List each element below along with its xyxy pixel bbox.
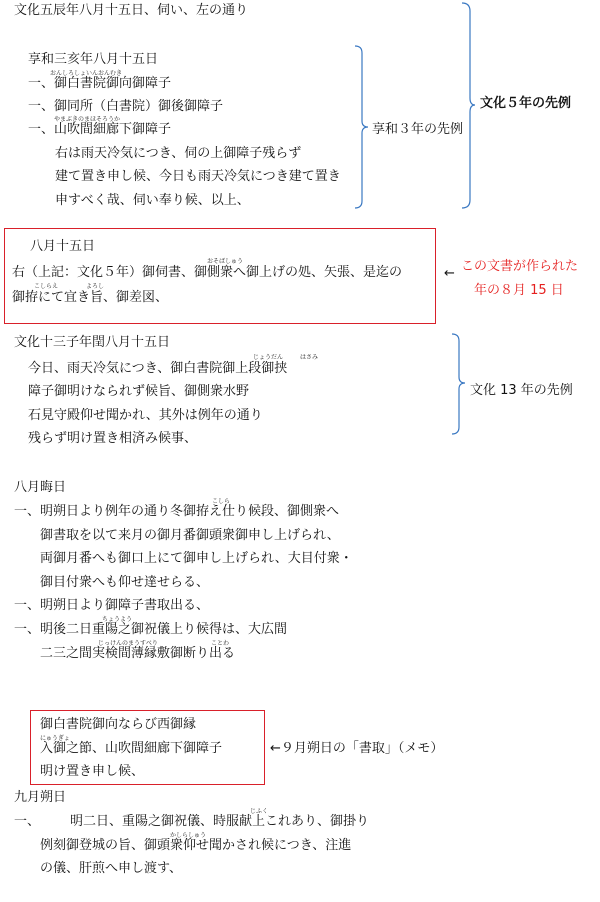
ruby-text: じょうだん <box>253 354 284 361</box>
ruby-text: よろし <box>86 283 105 290</box>
sep1-line: 明二日、重陽之御祝儀、時服献上これあり、御掛り <box>70 814 370 829</box>
memo-note: ←９月朔日の「書取」（メモ） <box>270 741 444 756</box>
bunka13-bracket <box>452 333 466 437</box>
memo-line: 御白書院御向ならび西御縁 <box>40 717 197 732</box>
memo-line: 明け置き申し候、 <box>40 764 145 779</box>
misoka-line: 両御月番へも御口上にて御申し上げられ、大目付衆・ <box>40 551 353 566</box>
bunka13-line: 石見守殿仰せ聞かれ、其外は例年の通り <box>28 408 263 423</box>
bunka13-line: 残らず明け置き相済み候事、 <box>28 431 198 446</box>
kyowa-line: 申すべく哉、伺い奉り候、以上、 <box>55 193 250 208</box>
misoka-line: 一、明朔日より御障子書取出る、 <box>14 598 210 613</box>
misoka-line: 二三之間実検間薄縁敷御断り出る <box>40 646 236 661</box>
intro-line: 文化五辰年八月十五日、伺い、左の通り <box>14 3 249 18</box>
kyowa-line: 一、山吹間細廊下御障子 <box>28 122 172 137</box>
bunka5-label: 文化５年の先例 <box>480 96 572 111</box>
memo-line: 入御之節、山吹間細廊下御障子 <box>40 741 223 756</box>
bunka13-line: 今日、雨天冷気につき、御白書院御上段御挟 <box>28 361 288 376</box>
aug15-note: この文書が作られた <box>461 259 579 274</box>
bunka13-date: 文化十三子年閏八月十五日 <box>14 335 171 350</box>
kyowa-line: 一、御白書院御向御障子 <box>28 76 172 91</box>
ruby-text: にゅうぎょ <box>40 735 70 742</box>
misoka-date: 八月晦日 <box>14 480 67 495</box>
misoka-line: 御目付衆へも仰せ達せらる、 <box>40 575 210 590</box>
sep1-line: 例刻御登城の旨、御頭衆仰せ聞かされ候につき、注進 <box>40 838 352 853</box>
sep1-line: の儀、肝煎へ申し渡す、 <box>40 861 182 876</box>
kyowa-bracket <box>355 45 369 210</box>
sep1-prefix: 一、 <box>14 814 41 829</box>
misoka-line: 御書取を以て来月の御月番御頭衆御申し上げられ、 <box>40 528 340 543</box>
kyowa-line: 右は雨天冷気につき、伺の上御障子残らず <box>55 146 302 161</box>
aug15-date: 八月十五日 <box>30 239 96 254</box>
misoka-line: 一、明朔日より例年の通り冬御拵え仕り候段、御側衆へ <box>14 504 340 519</box>
ruby-text: かしらしゅう <box>170 832 207 839</box>
bunka13-line: 障子御明けなられず候旨、御側衆水野 <box>28 384 250 399</box>
kyowa-date: 享和三亥年八月十五日 <box>28 52 159 67</box>
ruby-text: こしら <box>212 498 231 505</box>
aug15-arrow: ← <box>444 266 455 281</box>
kyowa-label: 享和３年の先例 <box>372 122 464 137</box>
bunka5-bracket <box>462 2 476 210</box>
ruby-text: ちょうよう <box>102 616 133 623</box>
kyowa-line: 建て置き申し候、今日も雨天冷気につき建て置き <box>55 169 341 184</box>
ruby-text: やまぶきのまほそろうか <box>54 116 121 123</box>
ruby-text: おそばしゅう <box>207 258 244 265</box>
sep1-date: 九月朔日 <box>14 790 67 805</box>
aug15-line: 右（上記：文化５年）御伺書、御側衆へ御上げの処、矢張、是迄の <box>12 265 403 280</box>
aug15-line: 御拵にて宜き旨、御差図、 <box>12 290 169 305</box>
aug15-note: 年の８月 15 日 <box>474 283 564 298</box>
ruby-text: じっけんのまうすべり <box>98 640 158 647</box>
kyowa-line: 一、御同所（白書院）御後御障子 <box>28 99 224 114</box>
ruby-text: じふく <box>250 808 269 815</box>
bunka13-label: 文化 13 年の先例 <box>470 383 573 398</box>
ruby-text: ことわ <box>211 640 230 647</box>
ruby-text: こしらえ <box>34 283 59 290</box>
ruby-text: はさみ <box>300 354 319 361</box>
misoka-line: 一、明後二日重陽之御祝儀上り候得は、大広間 <box>14 622 288 637</box>
ruby-text: おんしろしょいんおんむき <box>50 70 123 77</box>
